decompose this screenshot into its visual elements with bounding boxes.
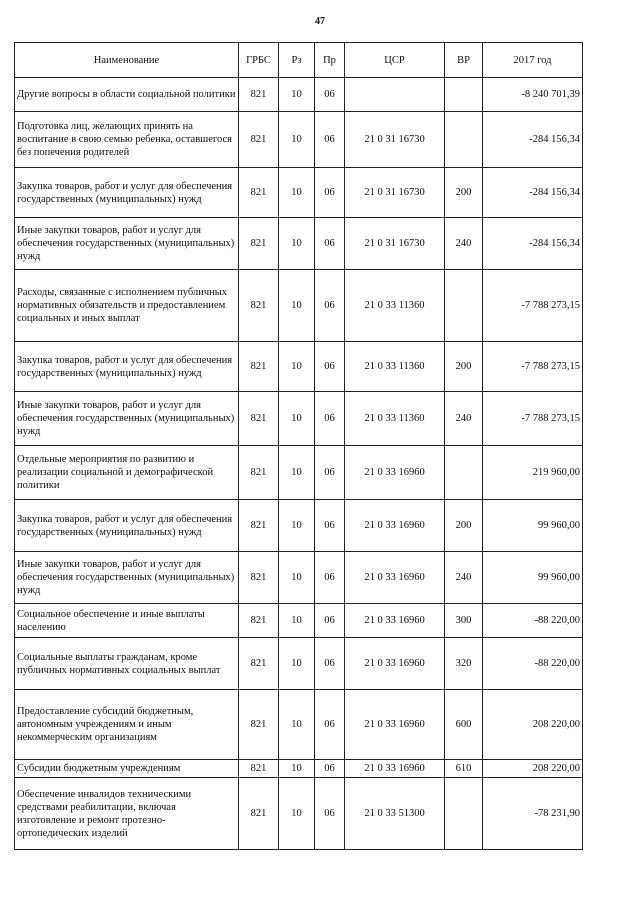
- table-row: [15, 78, 583, 112]
- row-rz: 10: [279, 760, 315, 778]
- row-rz: 10: [279, 446, 315, 500]
- row-vr: [445, 446, 483, 500]
- table-row: [15, 446, 583, 500]
- row-csr: 21 0 33 11360: [345, 392, 445, 446]
- row-pr: 06: [315, 218, 345, 270]
- row-grbs: 821: [239, 168, 279, 218]
- row-amount: 99 960,00: [483, 500, 583, 552]
- table-row: [15, 218, 583, 270]
- row-amount: -284 156,34: [483, 218, 583, 270]
- row-rz: 10: [279, 112, 315, 168]
- row-pr: 06: [315, 270, 345, 342]
- row-amount: -78 231,90: [483, 778, 583, 850]
- row-rz: 10: [279, 500, 315, 552]
- row-rz: 10: [279, 392, 315, 446]
- row-pr: 06: [315, 78, 345, 112]
- row-amount: -88 220,00: [483, 604, 583, 638]
- row-grbs: 821: [239, 270, 279, 342]
- table-row: [15, 392, 583, 446]
- table-row: [15, 778, 583, 850]
- row-name: Закупка товаров, работ и услуг для обеспечения государственных (муниципальных) нужд: [15, 500, 239, 552]
- row-vr: 610: [445, 760, 483, 778]
- row-amount: 99 960,00: [483, 552, 583, 604]
- row-amount: -284 156,34: [483, 112, 583, 168]
- row-rz: 10: [279, 552, 315, 604]
- row-csr: 21 0 33 16960: [345, 760, 445, 778]
- row-amount: 219 960,00: [483, 446, 583, 500]
- row-rz: 10: [279, 638, 315, 690]
- row-name: Другие вопросы в области социальной политики: [15, 78, 239, 112]
- table-row: [15, 760, 583, 778]
- row-pr: 06: [315, 446, 345, 500]
- row-csr: 21 0 31 16730: [345, 112, 445, 168]
- row-csr: 21 0 33 16960: [345, 638, 445, 690]
- row-amount: -7 788 273,15: [483, 270, 583, 342]
- row-amount: 208 220,00: [483, 760, 583, 778]
- row-grbs: 821: [239, 446, 279, 500]
- row-vr: 240: [445, 392, 483, 446]
- row-amount: -8 240 701,39: [483, 78, 583, 112]
- row-name: Закупка товаров, работ и услуг для обеспечения государственных (муниципальных) нужд: [15, 342, 239, 392]
- header-pr: Пр: [315, 43, 345, 78]
- row-vr: 300: [445, 604, 483, 638]
- row-csr: [345, 78, 445, 112]
- row-name: Предоставление субсидий бюджетным, автономным учреждениям и иным некоммерческим организациям: [15, 690, 239, 760]
- row-name: Социальное обеспечение и иные выплаты населению: [15, 604, 239, 638]
- table-row: [15, 270, 583, 342]
- row-grbs: 821: [239, 552, 279, 604]
- table-row: [15, 342, 583, 392]
- row-amount: -88 220,00: [483, 638, 583, 690]
- row-vr: [445, 778, 483, 850]
- row-csr: 21 0 33 16960: [345, 552, 445, 604]
- row-name: Иные закупки товаров, работ и услуг для обеспечения государственных (муниципальных) нужд: [15, 552, 239, 604]
- row-csr: 21 0 33 51300: [345, 778, 445, 850]
- row-pr: 06: [315, 168, 345, 218]
- row-name: Закупка товаров, работ и услуг для обеспечения государственных (муниципальных) нужд: [15, 168, 239, 218]
- header-row: [15, 43, 583, 78]
- row-vr: [445, 112, 483, 168]
- row-name: Отдельные мероприятия по развитию и реализации социальной и демографической политики: [15, 446, 239, 500]
- header-rz: Рз: [279, 43, 315, 78]
- row-grbs: 821: [239, 112, 279, 168]
- row-pr: 06: [315, 604, 345, 638]
- header-grbs: ГРБС: [239, 43, 279, 78]
- table-row: [15, 168, 583, 218]
- table-row: [15, 112, 583, 168]
- row-csr: 21 0 31 16730: [345, 168, 445, 218]
- row-csr: 21 0 31 16730: [345, 218, 445, 270]
- row-rz: 10: [279, 778, 315, 850]
- row-pr: 06: [315, 638, 345, 690]
- row-grbs: 821: [239, 690, 279, 760]
- row-pr: 06: [315, 760, 345, 778]
- row-name: Социальные выплаты гражданам, кроме публичных нормативных социальных выплат: [15, 638, 239, 690]
- table-row: [15, 638, 583, 690]
- row-rz: 10: [279, 604, 315, 638]
- row-rz: 10: [279, 168, 315, 218]
- table-row: [15, 604, 583, 638]
- table-row: [15, 690, 583, 760]
- row-rz: 10: [279, 690, 315, 760]
- table-row: [15, 552, 583, 604]
- row-amount: -284 156,34: [483, 168, 583, 218]
- row-csr: 21 0 33 16960: [345, 604, 445, 638]
- row-grbs: 821: [239, 604, 279, 638]
- row-csr: 21 0 33 16960: [345, 446, 445, 500]
- row-csr: 21 0 33 11360: [345, 270, 445, 342]
- row-grbs: 821: [239, 78, 279, 112]
- row-csr: 21 0 33 16960: [345, 690, 445, 760]
- row-pr: 06: [315, 778, 345, 850]
- row-vr: 200: [445, 342, 483, 392]
- row-name: Расходы, связанные с исполнением публичных нормативных обязательств и предоставлением социальных и иных выплат: [15, 270, 239, 342]
- row-rz: 10: [279, 78, 315, 112]
- row-name: Иные закупки товаров, работ и услуг для обеспечения государственных (муниципальных) нужд: [15, 392, 239, 446]
- row-amount: 208 220,00: [483, 690, 583, 760]
- row-vr: 240: [445, 552, 483, 604]
- row-vr: 240: [445, 218, 483, 270]
- row-pr: 06: [315, 392, 345, 446]
- header-vr: ВР: [445, 43, 483, 78]
- row-rz: 10: [279, 342, 315, 392]
- row-pr: 06: [315, 500, 345, 552]
- row-grbs: 821: [239, 500, 279, 552]
- table-row: [15, 500, 583, 552]
- row-rz: 10: [279, 218, 315, 270]
- row-csr: 21 0 33 11360: [345, 342, 445, 392]
- budget-table: [14, 42, 583, 850]
- row-csr: 21 0 33 16960: [345, 500, 445, 552]
- row-name: Субсидии бюджетным учреждениям: [15, 760, 239, 778]
- page-number: 47: [315, 16, 325, 27]
- row-amount: -7 788 273,15: [483, 342, 583, 392]
- header-csr: ЦСР: [345, 43, 445, 78]
- row-vr: 320: [445, 638, 483, 690]
- row-vr: [445, 270, 483, 342]
- row-name: Обеспечение инвалидов техническими средствами реабилитации, включая изготовление и ремонт протезно-ортопедических изделий: [15, 778, 239, 850]
- row-vr: [445, 78, 483, 112]
- row-vr: 600: [445, 690, 483, 760]
- header-year: 2017 год: [483, 43, 583, 78]
- row-pr: 06: [315, 342, 345, 392]
- row-grbs: 821: [239, 638, 279, 690]
- row-grbs: 821: [239, 218, 279, 270]
- row-vr: 200: [445, 500, 483, 552]
- row-pr: 06: [315, 552, 345, 604]
- row-vr: 200: [445, 168, 483, 218]
- row-grbs: 821: [239, 392, 279, 446]
- row-pr: 06: [315, 690, 345, 760]
- row-rz: 10: [279, 270, 315, 342]
- row-pr: 06: [315, 112, 345, 168]
- row-name: Иные закупки товаров, работ и услуг для обеспечения государственных (муниципальных) нужд: [15, 218, 239, 270]
- row-name: Подготовка лиц, желающих принять на воспитание в свою семью ребенка, оставшегося без попечения родителей: [15, 112, 239, 168]
- row-grbs: 821: [239, 760, 279, 778]
- row-grbs: 821: [239, 342, 279, 392]
- row-grbs: 821: [239, 778, 279, 850]
- header-name: Наименование: [15, 43, 239, 78]
- row-amount: -7 788 273,15: [483, 392, 583, 446]
